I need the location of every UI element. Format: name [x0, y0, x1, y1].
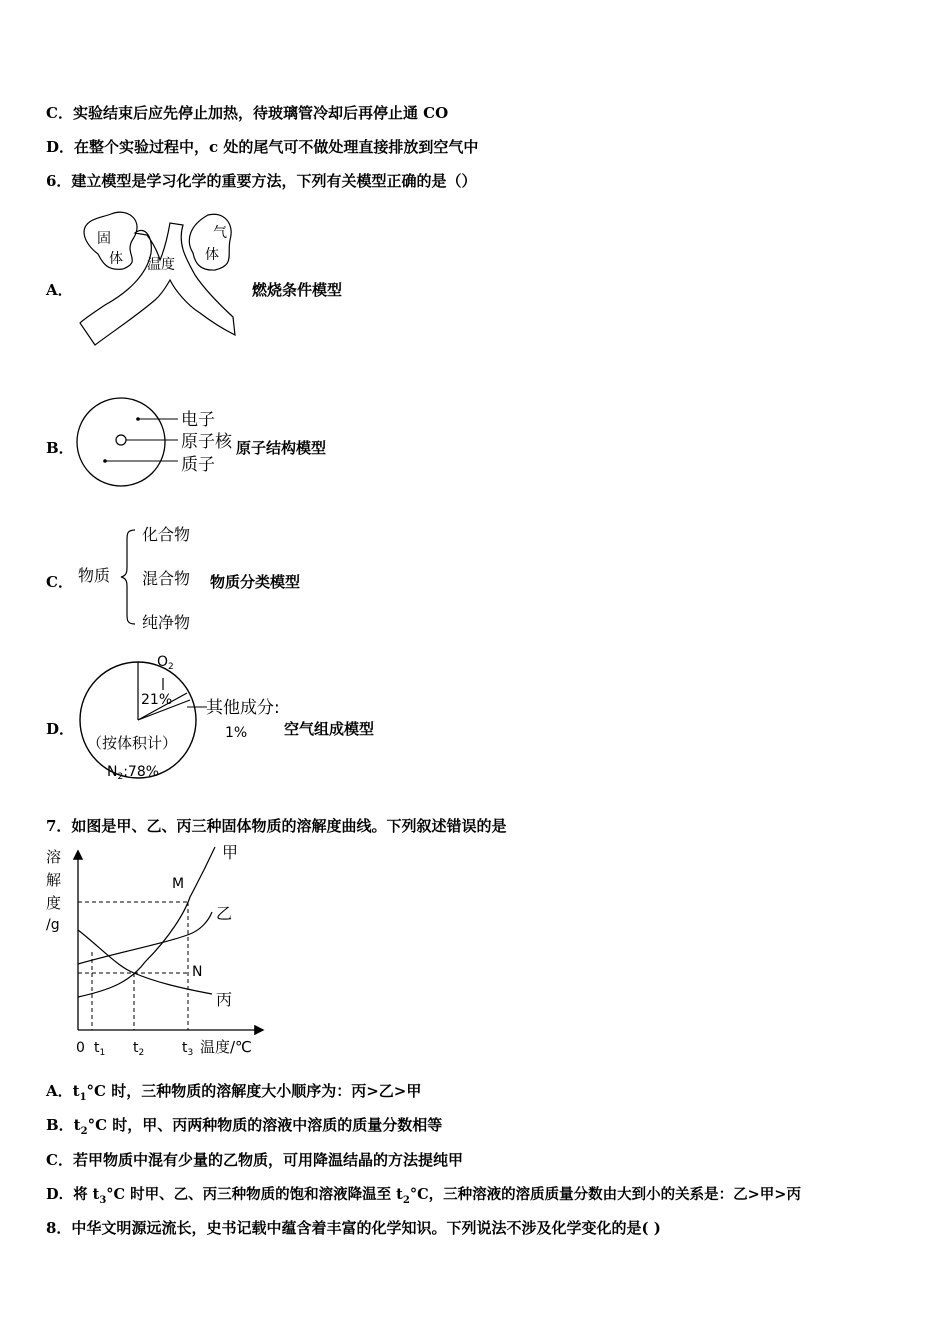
x-tick-t3: $t_3$ — [182, 1040, 194, 1058]
q7-option-b: B．$t_2^\circ C$ 时，甲、丙两种物质的溶液中溶质的质量分数相等 — [46, 1116, 443, 1137]
x-tick-t2: $t_2$ — [133, 1040, 145, 1058]
point-m-label: M — [172, 876, 185, 892]
series-label-yi: 乙 — [216, 904, 233, 923]
atom-structure-diagram — [75, 400, 245, 485]
fire-triangle-diagram — [75, 205, 245, 355]
label-n2: $N_2:78\%$ — [107, 764, 160, 782]
label-by-volume: （按体积计） — [87, 734, 178, 752]
series-label-bing: 丙 — [216, 990, 233, 1009]
q7-option-a: A．$t_1^\circ C$ 时，三种物质的溶解度大小顺序为：丙>乙>甲 — [46, 1082, 422, 1103]
q6-option-c-letter: C． — [46, 573, 73, 591]
q6-option-d-letter: D． — [46, 720, 75, 738]
label-compound: 化合物 — [142, 525, 191, 544]
label-proton: 质子 — [181, 455, 215, 475]
q7-stem: 7．如图是甲、乙、丙三种固体物质的溶解度曲线。下列叙述错误的是 — [46, 817, 507, 835]
y-axis-label-1: 溶 — [46, 848, 62, 866]
label-gas-2: 体 — [205, 247, 219, 263]
x-origin-label: 0 — [76, 1040, 85, 1056]
q6-option-b-letter: B． — [46, 439, 74, 457]
q6-stem: 6．建立模型是学习化学的重要方法，下列有关模型正确的是（） — [46, 172, 477, 190]
q6-option-a-caption: 燃烧条件模型 — [252, 281, 343, 299]
q5-option-c: C．实验结束后应先停止加热，待玻璃管冷却后再停止通 CO — [46, 104, 449, 122]
q7-option-c: C．若甲物质中混有少量的乙物质，可用降温结晶的方法提纯甲 — [46, 1151, 463, 1169]
label-substance: 物质 — [78, 566, 111, 585]
air-composition-pie — [75, 650, 290, 785]
series-label-jia: 甲 — [222, 843, 239, 862]
label-nucleus: 原子核 — [181, 432, 232, 452]
q6-option-b-caption: 原子结构模型 — [236, 439, 327, 457]
y-axis-label-2: 解 — [46, 871, 62, 889]
label-o2: $O_2$ — [157, 654, 174, 672]
label-21-percent: 21% — [141, 692, 173, 708]
curve-yi — [78, 912, 212, 964]
q6-option-c-caption: 物质分类模型 — [210, 573, 301, 591]
y-axis-label-4: /g — [46, 917, 60, 933]
label-mixture: 混合物 — [142, 569, 191, 588]
label-electron: 电子 — [181, 410, 215, 430]
q8-stem: 8．中华文明源远流长，史书记载中蕴含着丰富的化学知识。下列说法不涉及化学变化的是( ) — [46, 1219, 661, 1237]
x-axis-label: 温度/℃ — [200, 1038, 252, 1056]
q5-option-d: D．在整个实验过程中，c 处的尾气可不做处理直接排放到空气中 — [46, 138, 479, 156]
label-temperature: 温度 — [147, 257, 175, 273]
y-axis-label-3: 度 — [46, 894, 62, 912]
q6-option-d-caption: 空气组成模型 — [284, 720, 375, 738]
classification-diagram — [75, 520, 215, 635]
label-gas-1: 气 — [213, 225, 227, 241]
q7-option-d: D．将 $t_3^\circ C$ 时甲、乙、丙三种物质的饱和溶液降温至 $t_2^\circ C$，三种溶液的溶质质量分数由大到小的关系是：乙>甲>丙 — [46, 1186, 801, 1206]
solubility-curve-chart — [40, 842, 270, 1062]
label-other-components: 其他成分: — [206, 698, 280, 718]
label-1-percent: 1% — [225, 725, 248, 741]
x-tick-t1: $t_1$ — [94, 1040, 106, 1058]
label-pure-substance: 纯净物 — [142, 613, 191, 632]
label-solid-1: 固 — [97, 231, 111, 247]
q6-option-a-letter: A． — [46, 281, 73, 299]
label-solid-2: 体 — [109, 251, 123, 267]
point-n-label: N — [192, 964, 203, 980]
